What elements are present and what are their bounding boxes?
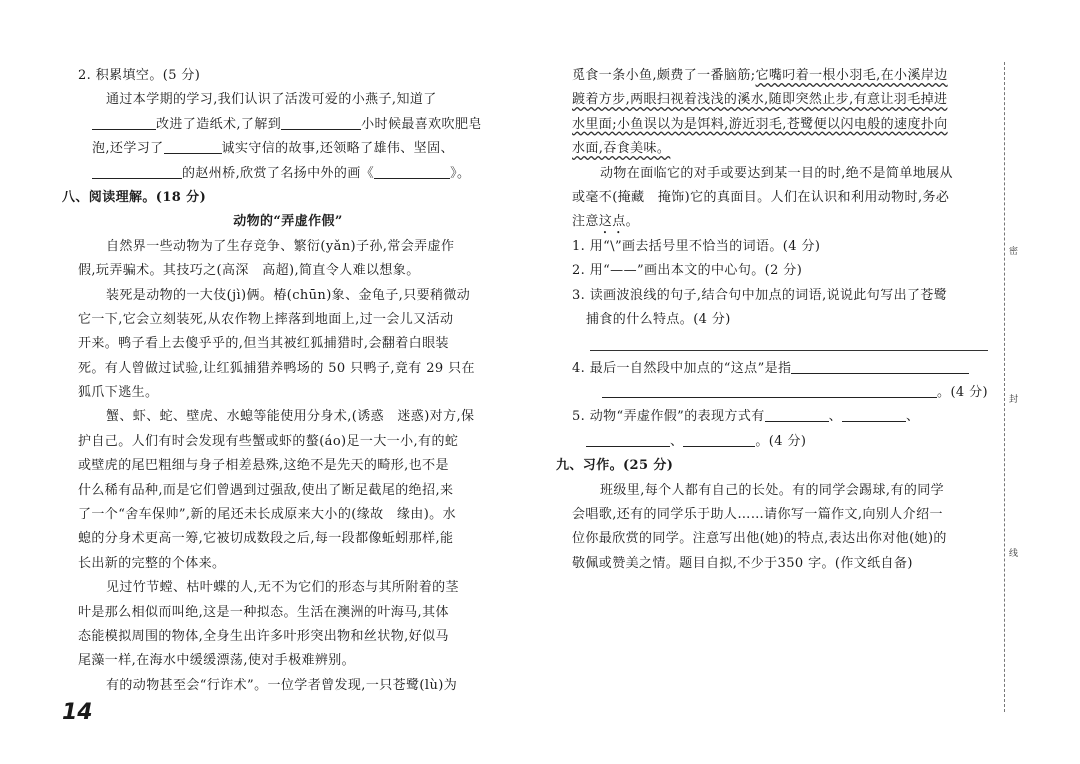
composition-line-1: 班级里,每个人都有自己的长处。有的同学会踢球,有的同学 — [600, 482, 945, 498]
answer-blank[interactable] — [586, 432, 670, 447]
wavy-underlined-sentence: 水面,吞食美味。 — [572, 141, 671, 157]
score-label: 。(4 分) — [937, 385, 988, 401]
para-5-line-2 — [572, 64, 988, 88]
para-4-line-3: 态能模拟周围的物体,全身生出许多叶形突出物和丝状物,好似马 — [78, 628, 449, 644]
question-3-line-2: 捕食的什么特点。(4 分) — [586, 311, 731, 327]
separator: 、 — [906, 409, 920, 425]
wavy-underlined-sentence: 它嘴叼着一根小羽毛,在小溪岸边 — [755, 68, 948, 83]
question-2-line-1: 通过本学期的学习,我们认识了活泼可爱的小燕子,知道了 — [106, 92, 437, 108]
para-4-line-4: 尾藻一样,在海水中缓缓漂荡,使对手极难辨别。 — [78, 653, 356, 669]
answer-blank[interactable] — [92, 115, 156, 130]
para-3-line-5: 了一个“舍车保帅”,新的尾还未长成原来大小的(缘故 缘由)。水 — [78, 507, 456, 523]
dotted-emphasis-word: 这点 — [598, 214, 626, 230]
text-segment: 。 — [625, 214, 640, 230]
answer-blank[interactable] — [164, 139, 222, 154]
section-8-heading: 八、阅读理解。(18 分) — [62, 189, 207, 205]
answer-blank[interactable] — [791, 359, 969, 374]
score-label: 。(4 分) — [755, 433, 807, 449]
section-9-heading: 九、习作。(25 分) — [556, 458, 674, 474]
left-column — [62, 64, 498, 698]
question-5-line-2 — [572, 430, 988, 454]
answer-blank[interactable] — [374, 164, 450, 179]
para-5-line-5 — [572, 137, 988, 161]
text-segment: 的赵州桥,欣赏了名扬中外的画《 — [182, 165, 375, 181]
separator: 、 — [828, 409, 843, 425]
binding-mark: 密 — [1009, 247, 1019, 257]
question-4-line-2 — [572, 381, 988, 405]
binding-mark: 线 — [1009, 549, 1019, 559]
answer-line[interactable] — [572, 332, 988, 356]
para-2-line-5: 狐爪下逃生。 — [78, 385, 159, 401]
question-2-line-3 — [78, 137, 498, 161]
text-segment: 觅食一条小鱼,颇费了一番脑筋; — [572, 68, 756, 83]
question-2: 2. 用“——”画出本文的中心句。(2 分) — [572, 263, 803, 279]
right-column — [556, 64, 988, 576]
para-5-line-1: 有的动物甚至会“行诈术”。一位学者曾发现,一只苍鹭(lù)为 — [106, 677, 458, 693]
para-1-line-2: 假,玩弄骗术。其技巧之(高深 高超),简直令人难以想象。 — [78, 263, 420, 279]
para-6-line-3 — [572, 210, 988, 234]
answer-blank[interactable] — [281, 115, 361, 130]
para-3-line-6: 螅的分身术更高一筹,它被切成数段之后,每一段都像蚯蚓那样,能 — [78, 531, 454, 547]
wavy-underlined-sentence: 踱着方步,两眼扫视着浅浅的溪水,随即突然止步,有意让羽毛掉进 — [572, 92, 948, 108]
composition-line-2: 会唱歌,还有的同学乐于助人……请你写一篇作文,向别人介绍一 — [572, 507, 943, 523]
article-title: 动物的“弄虚作假” — [233, 214, 343, 230]
text-segment: 注意 — [572, 214, 599, 230]
question-2-heading: 2. 积累填空。(5 分) — [78, 68, 201, 83]
answer-blank[interactable] — [602, 383, 937, 398]
question-4-line-1 — [572, 357, 988, 381]
para-3-line-2: 护自己。人们有时会发现有些蟹或虾的螯(áo)足一大一小,有的蛇 — [78, 433, 459, 449]
question-5-line-1 — [572, 405, 988, 429]
text-segment: 诚实守信的故事,还领略了雄伟、坚固、 — [221, 141, 454, 157]
para-6-line-2: 或毫不(掩藏 掩饰)它的真面目。人们在认识和利用动物时,务必 — [572, 189, 950, 205]
question-1: 1. 用“\”画去括号里不恰当的词语。(4 分) — [572, 238, 821, 254]
para-3-line-3: 或壁虎的尾巴粗细与身子相差悬殊,这绝不是先天的畸形,也不是 — [78, 458, 449, 474]
text-segment: 改进了造纸术,了解到 — [156, 116, 282, 132]
answer-blank[interactable] — [842, 407, 906, 422]
text-segment: 泡,还学习了 — [92, 141, 164, 157]
text-segment: 4. 最后一自然段中加点的“这点”是指 — [572, 360, 792, 376]
wavy-underlined-sentence: 水里面;小鱼误以为是饵料,游近羽毛,苍鹭便以闪电般的速度扑向 — [572, 116, 948, 132]
para-3-line-4: 什么稀有品种,而是它们曾遇到过强敌,使出了断足截尾的绝招,来 — [78, 482, 454, 498]
composition-line-3: 位你最欣赏的同学。注意写出他(她)的特点,表达出你对他(她)的 — [572, 531, 947, 547]
answer-blank[interactable] — [765, 407, 829, 422]
para-6-line-1: 动物在面临它的对手或要达到某一目的时,绝不是简单地展从 — [600, 165, 953, 181]
para-2-line-4: 死。有人曾做过试验,让红狐捕猎养鸭场的 50 只鸭子,竟有 29 只在 — [78, 360, 475, 376]
para-2-line-1: 装死是动物的一大伎(jì)俩。椿(chūn)象、金龟子,只要稍微动 — [106, 287, 471, 303]
para-2-line-3: 开来。鸭子看上去傻乎乎的,但当其被红狐捕猎时,会翻着白眼装 — [78, 336, 449, 352]
composition-line-4: 敬佩或赞美之情。题目自拟,不少于350 字。(作文纸自备) — [572, 555, 913, 571]
question-2-line-2 — [78, 113, 498, 137]
para-2-line-2: 它一下,它会立刻装死,从农作物上摔落到地面上,过一会儿又活动 — [78, 311, 454, 327]
para-1-line-1: 自然界一些动物为了生存竞争、繁衍(yǎn)子孙,常会弄虚作 — [106, 238, 455, 254]
page-number: 14 — [62, 700, 93, 725]
answer-blank[interactable] — [683, 432, 755, 447]
separator: 、 — [670, 433, 684, 449]
para-5-line-3 — [572, 88, 988, 112]
para-3-line-7: 长出新的完整的个体来。 — [78, 555, 226, 571]
para-3-line-1: 蟹、虾、蛇、壁虎、水螅等能使用分身术,(诱惑 迷惑)对方,保 — [106, 409, 475, 425]
binding-line — [1004, 62, 1005, 712]
question-2-line-4 — [78, 162, 498, 186]
question-3-line-1: 3. 读画波浪线的句子,结合句中加点的词语,说说此句写出了苍鹭 — [572, 287, 948, 303]
text-segment: 5. 动物“弄虚作假”的表现方式有 — [572, 409, 765, 425]
answer-blank[interactable] — [92, 164, 182, 179]
binding-mark: 封 — [1009, 395, 1019, 405]
para-5-line-4 — [572, 113, 988, 137]
text-segment: 》。 — [450, 165, 471, 181]
para-4-line-2: 叶是那么相似而叫绝,这是一种拟态。生活在澳洲的叶海马,其体 — [78, 604, 449, 620]
para-4-line-1: 见过竹节螳、枯叶蝶的人,无不为它们的形态与其所附着的茎 — [106, 580, 459, 596]
text-segment: 小时候最喜欢吹肥皂 — [361, 116, 482, 132]
